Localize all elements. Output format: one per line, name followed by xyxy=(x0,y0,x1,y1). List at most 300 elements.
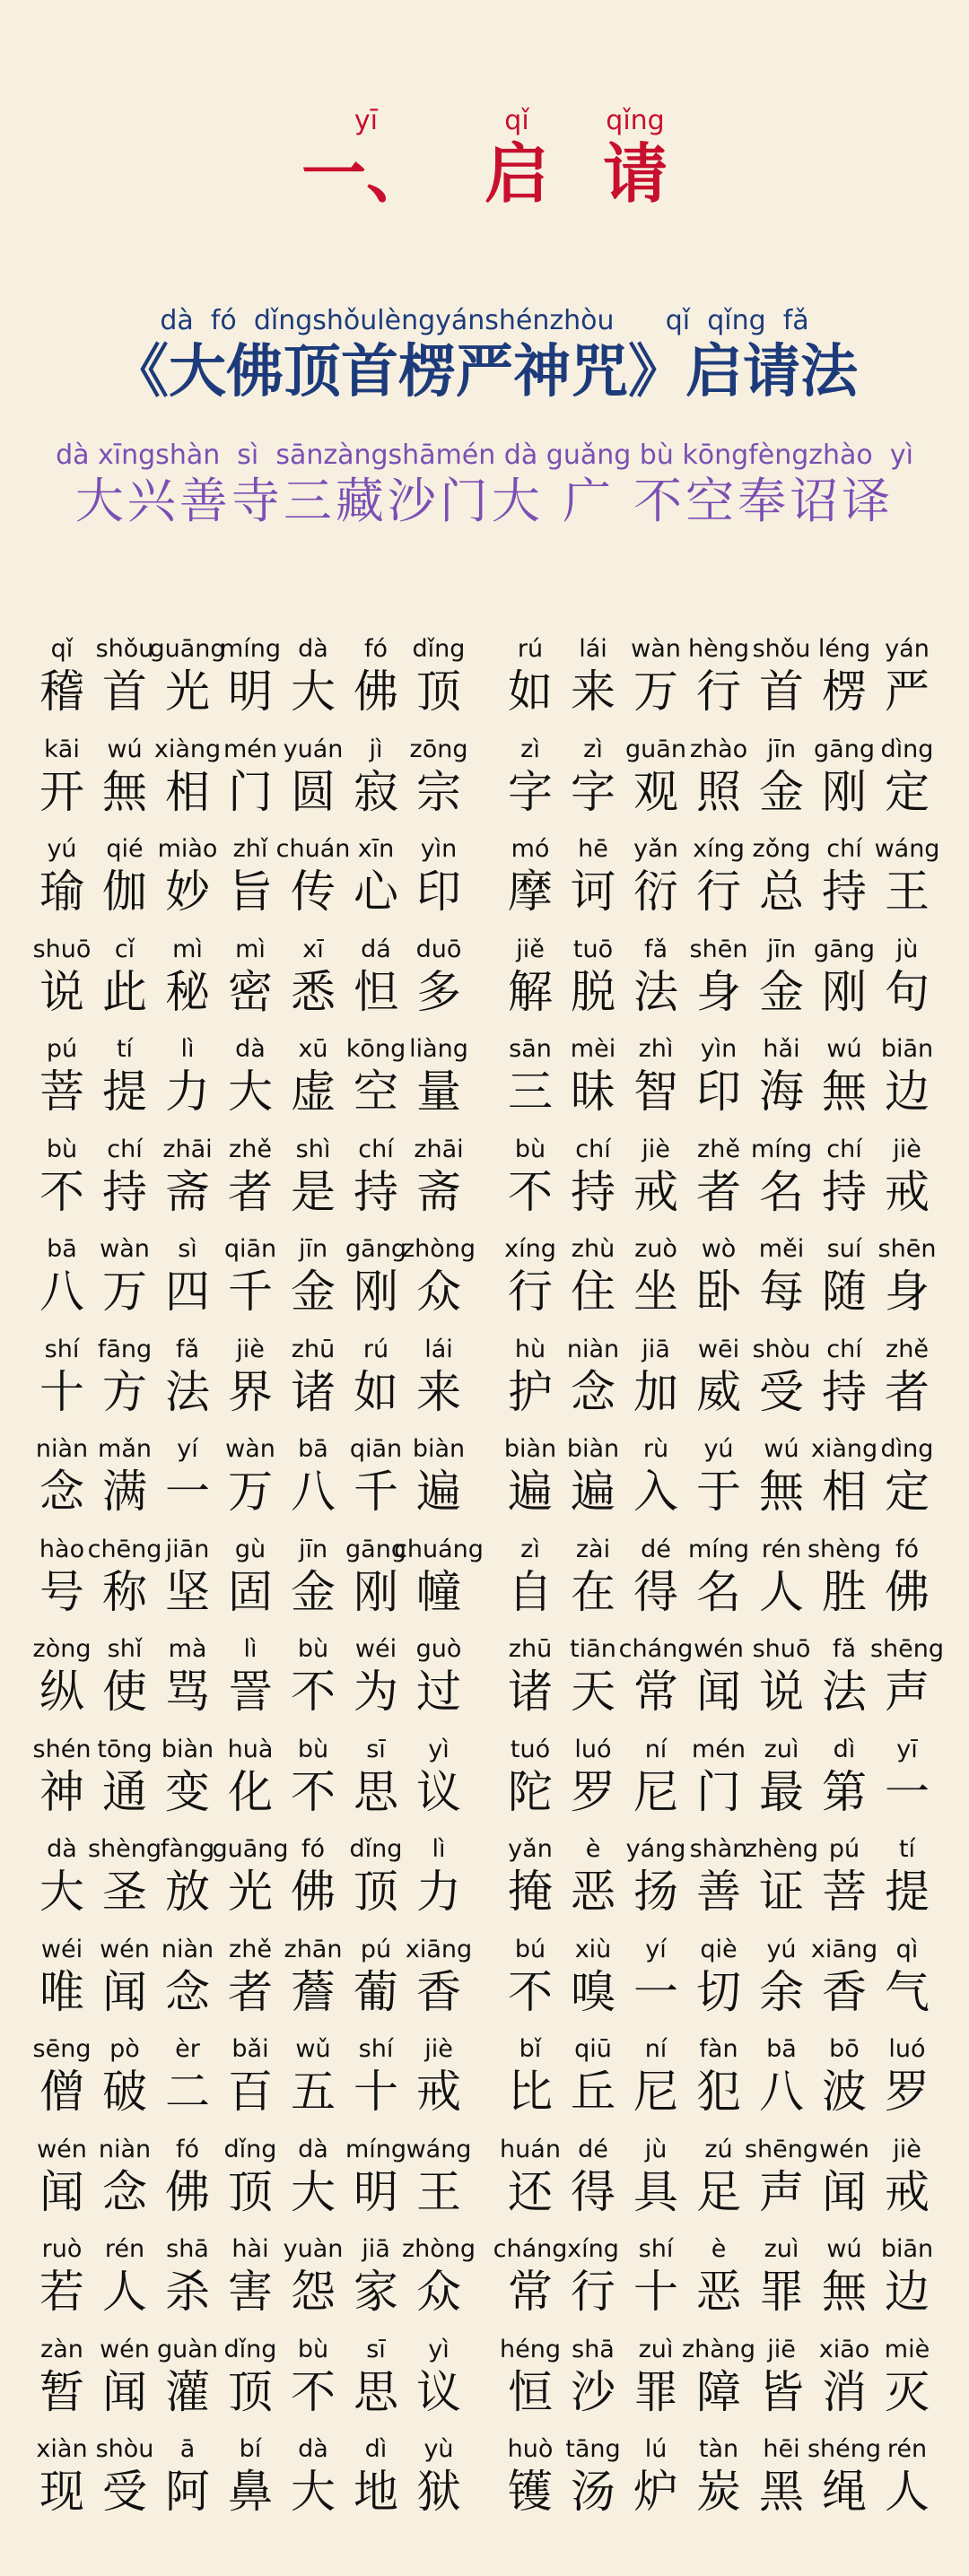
verse-char-hanzi: 传 xyxy=(291,866,336,918)
verse-char-pinyin: jiā xyxy=(362,2235,390,2263)
verse-char-hanzi: 定 xyxy=(885,1466,930,1518)
verse-char-pinyin: biān xyxy=(880,2235,934,2263)
verse-char-pinyin: dà xyxy=(298,2435,328,2463)
verse-char-pinyin: bù xyxy=(46,1135,78,1163)
verse-char xyxy=(750,2435,813,2536)
verse-char-hanzi: 虚 xyxy=(291,1066,336,1118)
verse-char-pinyin: hǎi xyxy=(763,1035,800,1063)
verse-char xyxy=(93,2235,156,2336)
verse-char xyxy=(219,1435,282,1536)
verse-char xyxy=(345,735,407,836)
verse-char-pinyin: guāng xyxy=(212,1835,289,1863)
verse-char xyxy=(687,1336,750,1436)
verse-char-hanzi: 坐 xyxy=(633,1266,678,1318)
verse-char-hanzi: 量 xyxy=(416,1066,461,1118)
verse-char-hanzi: 遍 xyxy=(416,1466,461,1518)
verse-char-pinyin: niàn xyxy=(161,1935,214,1963)
verse-char xyxy=(687,1235,750,1336)
heading-char-pinyin: qǐng xyxy=(606,105,665,136)
verse-char-pinyin: shén xyxy=(32,1735,92,1763)
verse-row xyxy=(31,1235,938,1336)
verse-char xyxy=(624,735,687,836)
verse-char xyxy=(499,2035,562,2136)
verse-char-pinyin: wú xyxy=(826,1035,862,1063)
verse-char-pinyin: chí xyxy=(575,1135,611,1163)
verse-char xyxy=(810,1435,878,1536)
verse-char-pinyin: wēi xyxy=(697,1335,740,1363)
verse-char xyxy=(282,635,345,735)
verse-char-pinyin: jīn xyxy=(766,735,797,763)
verse-char xyxy=(876,1035,938,1136)
verse-char-hanzi: 不 xyxy=(508,1165,553,1218)
verse-char-pinyin: niàn xyxy=(98,2135,152,2163)
verse-char-hanzi: 黑 xyxy=(759,2466,804,2518)
verse-char-hanzi: 刚 xyxy=(354,1565,398,1618)
verse-char-pinyin: cháng xyxy=(493,2235,568,2263)
verse-char-hanzi: 者 xyxy=(228,1965,273,2018)
heading-char-hanzi: 请 xyxy=(603,135,668,212)
verse-char-pinyin: zuì xyxy=(764,1735,799,1763)
verse-char xyxy=(407,1035,470,1136)
verse-char-pinyin: liàng xyxy=(409,1035,468,1063)
verse-char-pinyin: mà xyxy=(168,1635,207,1663)
verse-char-pinyin: wáng xyxy=(874,835,940,863)
verse-line-left xyxy=(31,2235,476,2336)
verse-char xyxy=(401,2235,476,2336)
verse-char-hanzi: 十 xyxy=(354,2066,398,2118)
verse-char-hanzi: 声 xyxy=(885,1666,930,1718)
verse-char-hanzi: 不 xyxy=(291,2365,336,2418)
verse-char-hanzi: 一 xyxy=(885,1765,930,1818)
verse-char-pinyin: tí xyxy=(898,1835,916,1863)
verse-char xyxy=(562,2235,624,2336)
verse-char-pinyin: huò xyxy=(507,2435,554,2463)
verse-char-hanzi: 闻 xyxy=(102,1965,147,2018)
verse-char xyxy=(93,1435,156,1536)
verse-char-hanzi: 念 xyxy=(165,1965,210,2018)
verse-char-hanzi: 句 xyxy=(885,965,930,1018)
verse-char-hanzi: 戒 xyxy=(633,1165,678,1218)
verse-char-pinyin: biān xyxy=(880,1035,934,1063)
verse-line-left xyxy=(31,2136,470,2236)
verse-char-hanzi: 百 xyxy=(228,2066,273,2118)
verse-char-hanzi: 解 xyxy=(508,965,553,1018)
verse-line-left xyxy=(31,1235,476,1336)
verse-char-pinyin: zài xyxy=(575,1535,611,1563)
verse-line-left xyxy=(31,1935,473,2036)
verse-char xyxy=(407,1635,470,1736)
verse-char xyxy=(562,1635,624,1736)
verse-char-hanzi: 罪 xyxy=(759,2266,804,2318)
verse-char-hanzi: 照 xyxy=(696,765,741,818)
verse-char xyxy=(156,1136,219,1236)
verse-char-hanzi: 十 xyxy=(633,2266,678,2318)
verse-char-pinyin: zhòng xyxy=(401,2235,476,2263)
translator-pinyin: dà xīngshàn sì sānzàngshāmén dà guǎng bù kōngfèngzhào yì xyxy=(56,439,913,471)
verse-char-pinyin: jiè xyxy=(642,1135,670,1163)
verse-char-hanzi: 寂 xyxy=(354,765,398,818)
verse-char xyxy=(562,2035,624,2136)
verse-char xyxy=(156,2035,219,2136)
verse-char-hanzi: 行 xyxy=(696,866,741,918)
verse-char-hanzi: 恒 xyxy=(508,2365,553,2418)
verse-char xyxy=(687,1835,750,1936)
verse-char-pinyin: zàn xyxy=(40,2335,83,2363)
verse-char-pinyin: dǐng xyxy=(349,1835,403,1863)
verse-char-pinyin: zhū xyxy=(508,1635,553,1663)
verse-char-pinyin: mén xyxy=(691,1735,746,1763)
verse-char-pinyin: dé xyxy=(641,1535,671,1563)
verse-char-hanzi: 卧 xyxy=(696,1266,741,1318)
verse-char-pinyin: wàn xyxy=(100,1235,150,1263)
verse-char-pinyin: dá xyxy=(361,935,391,963)
verse-char-pinyin: qì xyxy=(895,1935,919,1963)
verse-line-right xyxy=(499,1235,938,1336)
verse-char xyxy=(156,1336,219,1436)
verse-char-hanzi: 门 xyxy=(228,765,273,818)
verse-char-hanzi: 稽 xyxy=(39,666,84,718)
verse-char-hanzi: 八 xyxy=(291,1466,336,1518)
verse-char xyxy=(750,1235,813,1336)
verse-char xyxy=(153,735,222,836)
verse-char xyxy=(750,1936,813,2036)
verse-char-pinyin: fó xyxy=(895,1535,920,1563)
verse-line-right xyxy=(499,1136,938,1236)
verse-char-hanzi: 每 xyxy=(759,1266,804,1318)
sutra-name-block xyxy=(0,305,969,407)
verse-char xyxy=(219,735,282,836)
verse-char xyxy=(499,1936,562,2036)
verse-char xyxy=(562,1736,624,1836)
verse-line-right xyxy=(499,2435,938,2536)
verse-char-pinyin: jiā xyxy=(642,1335,670,1363)
verse-char-pinyin: xī xyxy=(302,935,324,963)
sutra-name-title: 《大佛顶首楞严神咒》启请法 xyxy=(111,338,858,405)
verse-char-hanzi: 大 xyxy=(39,1866,84,1918)
heading-char-pinyin: yī xyxy=(354,105,379,136)
verse-char-pinyin: zhòng xyxy=(401,1235,476,1263)
verse-char-hanzi: 提 xyxy=(885,1866,930,1918)
verse-char-pinyin: bù xyxy=(514,1135,546,1163)
verse-char-pinyin: zǒng xyxy=(752,835,811,863)
verse-char-pinyin: mó xyxy=(511,835,550,863)
verse-char xyxy=(156,1936,219,2036)
verse-char xyxy=(499,936,562,1036)
verse-char-pinyin: xīn xyxy=(357,835,395,863)
verse-char xyxy=(93,1736,156,1836)
verse-char xyxy=(499,1136,562,1236)
verse-char xyxy=(219,1336,282,1436)
verse-char-hanzi: 人 xyxy=(759,1565,804,1618)
verse-char xyxy=(156,2435,219,2536)
verse-char-hanzi: 王 xyxy=(885,866,930,918)
verse-char xyxy=(876,835,938,936)
verse-char-pinyin: zhān xyxy=(284,1935,343,1963)
verse-char xyxy=(499,735,562,836)
verse-char-pinyin: dé xyxy=(578,2135,608,2163)
verse-char-pinyin: pú xyxy=(828,1835,860,1863)
verse-line-left xyxy=(31,2035,470,2136)
verse-char xyxy=(744,2135,819,2236)
verse-char xyxy=(219,1736,282,1836)
verse-char-hanzi: 五 xyxy=(291,2066,336,2118)
verse-char xyxy=(156,1536,219,1636)
verse-char xyxy=(31,835,93,936)
verse-char-pinyin: chuán xyxy=(275,835,351,863)
verse-char-hanzi: 炉 xyxy=(633,2466,678,2518)
verse-char-hanzi: 通 xyxy=(102,1765,147,1818)
verse-char-hanzi: 戒 xyxy=(885,2165,930,2218)
verse-char-hanzi: 万 xyxy=(102,1266,147,1318)
verse-char-hanzi: 人 xyxy=(885,2466,930,2518)
verse-char-hanzi: 罪 xyxy=(633,2365,678,2418)
verse-char-pinyin: jiè xyxy=(236,1335,265,1363)
verse-char-pinyin: chí xyxy=(826,835,862,863)
verse-char-hanzi: 住 xyxy=(571,1266,615,1318)
verse-char-pinyin: bù xyxy=(297,2335,329,2363)
verse-char-hanzi: 灌 xyxy=(165,2365,210,2418)
verse-char-pinyin: huà xyxy=(227,1735,274,1763)
verse-char-hanzi: 狱 xyxy=(416,2466,461,2518)
verse-row xyxy=(31,835,938,936)
verse-char-hanzi: 行 xyxy=(508,1266,553,1318)
verse-char-pinyin: suí xyxy=(826,1235,862,1263)
verse-char-pinyin: dà xyxy=(235,1035,266,1063)
verse-char xyxy=(31,1635,93,1736)
verse-row xyxy=(31,936,938,1036)
verse-char-pinyin: zhào xyxy=(689,735,748,763)
verse-char xyxy=(562,1035,624,1136)
verse-char xyxy=(687,635,750,735)
verse-char-hanzi: 说 xyxy=(39,965,84,1018)
verse-char xyxy=(624,2336,687,2436)
verse-char xyxy=(405,1935,473,2036)
verse-char-hanzi: 密 xyxy=(228,965,273,1018)
verse-char-pinyin: sī xyxy=(366,2335,386,2363)
verse-char-hanzi: 海 xyxy=(759,1066,804,1118)
verse-char xyxy=(282,1136,345,1236)
verse-char xyxy=(499,635,562,735)
verse-char-pinyin: tuó xyxy=(510,1735,551,1763)
verse-char-hanzi: 宗 xyxy=(416,765,461,818)
verse-line-right xyxy=(499,2136,938,2236)
verse-char-hanzi: 入 xyxy=(633,1466,678,1518)
verse-line-left xyxy=(31,1835,470,1936)
verse-char-pinyin: héng xyxy=(500,2335,561,2363)
verse-char-pinyin: gāng xyxy=(345,1535,406,1563)
verse-char-pinyin: chuáng xyxy=(394,1535,484,1563)
verse-char-hanzi: 妙 xyxy=(165,866,210,918)
verse-char-pinyin: lái xyxy=(579,635,607,663)
verse-char-pinyin: jiě xyxy=(516,935,545,963)
verse-char-pinyin: míng xyxy=(219,635,282,663)
verse-char-hanzi: 闻 xyxy=(696,1666,741,1718)
verse-char-hanzi: 僧 xyxy=(39,2066,84,2118)
verse-char-hanzi: 四 xyxy=(165,1266,210,1318)
verse-char-pinyin: biàn xyxy=(161,1735,214,1763)
verse-char-hanzi: 戒 xyxy=(416,2066,461,2118)
verse-char xyxy=(813,2336,876,2436)
verse-char-hanzi: 無 xyxy=(102,765,147,818)
verse-row xyxy=(31,2035,938,2136)
verse-char-pinyin: dà xyxy=(47,1835,77,1863)
verse-char xyxy=(345,2435,407,2536)
verse-char-hanzi: 香 xyxy=(822,1965,867,2018)
verse-row xyxy=(31,2136,938,2236)
verse-char-hanzi: 于 xyxy=(696,1466,741,1518)
verse-char xyxy=(618,1635,694,1736)
verse-char-hanzi: 受 xyxy=(102,2466,147,2518)
verse-char xyxy=(687,1536,750,1636)
verse-char xyxy=(31,2136,93,2236)
verse-char-hanzi: 智 xyxy=(633,1066,678,1118)
verse-char xyxy=(687,2136,750,2236)
verse-char xyxy=(750,1035,813,1136)
verse-char xyxy=(93,835,156,936)
verse-char-hanzi: 三 xyxy=(508,1066,553,1118)
verse-char-hanzi: 自 xyxy=(508,1565,553,1618)
verse-char-pinyin: kōng xyxy=(345,1035,406,1063)
verse-char-pinyin: mì xyxy=(235,935,266,963)
verse-char xyxy=(282,1536,345,1636)
verse-char xyxy=(876,2136,938,2236)
verse-line-left xyxy=(31,1736,470,1836)
verse-char-pinyin: hù xyxy=(514,1335,546,1363)
verse-char-hanzi: 光 xyxy=(228,1866,273,1918)
verse-char-hanzi: 悉 xyxy=(291,965,336,1018)
verse-char xyxy=(87,1535,162,1636)
verse-char xyxy=(156,2235,219,2336)
heading-char-hanzi: 启 xyxy=(484,135,549,212)
verse-char-hanzi: 菩 xyxy=(39,1066,84,1118)
verse-char-hanzi: 第 xyxy=(822,1765,867,1818)
verse-char xyxy=(624,2136,687,2236)
verse-char-pinyin: sì xyxy=(178,1235,197,1263)
verse-char-hanzi: 持 xyxy=(822,866,867,918)
verse-char xyxy=(687,1635,750,1736)
verse-char xyxy=(345,1136,407,1236)
verse-char-pinyin: wéi xyxy=(354,1635,397,1663)
verse-char-pinyin: guāng xyxy=(149,635,226,663)
verse-char-hanzi: 护 xyxy=(508,1365,553,1418)
verse-char-hanzi: 镬 xyxy=(508,2466,553,2518)
verse-row xyxy=(31,1336,938,1436)
verse-line-right xyxy=(499,1835,938,1936)
verse-char xyxy=(156,1835,219,1936)
verse-char-pinyin: hèng xyxy=(688,635,749,663)
verse-char-pinyin: duō xyxy=(415,935,462,963)
verse-char-hanzi: 若 xyxy=(39,2266,84,2318)
verse-char-pinyin: jiān xyxy=(165,1535,210,1563)
verse-char xyxy=(345,1936,407,2036)
verse-char xyxy=(282,1635,345,1736)
verse-char xyxy=(750,1336,813,1436)
verse-char-pinyin: jì xyxy=(369,735,383,763)
verse-char-pinyin: wú xyxy=(107,735,143,763)
verse-line-right xyxy=(499,835,938,936)
verse-char xyxy=(750,2035,813,2136)
verse-char xyxy=(681,2335,756,2436)
verse-char-pinyin: mì xyxy=(172,935,203,963)
verse-char-pinyin: shòu xyxy=(752,1335,811,1363)
verse-char xyxy=(813,2235,876,2336)
verse-char xyxy=(282,1035,345,1136)
verse-char-pinyin: dì xyxy=(364,2435,388,2463)
verse-char-pinyin: huán xyxy=(500,2135,561,2163)
verse-char xyxy=(345,1736,407,1836)
verse-char-hanzi: 身 xyxy=(885,1266,930,1318)
verse-char xyxy=(750,1536,813,1636)
verse-char xyxy=(282,1235,345,1336)
verse-char-hanzi: 空 xyxy=(354,1066,398,1118)
verse-char-hanzi: 炭 xyxy=(696,2466,741,2518)
verse-char-pinyin: fàng xyxy=(160,1835,215,1863)
verse-char xyxy=(624,2235,687,2336)
verse-char-hanzi: 不 xyxy=(508,1965,553,2018)
verse-char-pinyin: chí xyxy=(107,1135,143,1163)
verse-char xyxy=(219,2235,282,2336)
verse-char-pinyin: wén xyxy=(100,1935,150,1963)
verse-char-hanzi: 诸 xyxy=(508,1666,553,1718)
verse-char-pinyin: yù xyxy=(423,2435,454,2463)
verse-char-pinyin: fǎ xyxy=(175,1335,200,1363)
verse-char xyxy=(499,1035,562,1136)
verse-char-hanzi: 圆 xyxy=(291,765,336,818)
verse-char-hanzi: 说 xyxy=(759,1666,804,1718)
verse-char-pinyin: yú xyxy=(703,1435,734,1463)
verse-char xyxy=(31,936,93,1036)
verse-char xyxy=(93,1235,156,1336)
verse-char-hanzi: 斋 xyxy=(165,1165,210,1218)
verse-char xyxy=(624,2035,687,2136)
verse-char-hanzi: 大 xyxy=(291,666,336,718)
verse-char xyxy=(562,2136,624,2236)
verse-char-hanzi: 不 xyxy=(291,1666,336,1718)
verse-char xyxy=(345,1336,407,1436)
verse-char xyxy=(813,1136,876,1236)
verse-char-hanzi: 众 xyxy=(416,2266,461,2318)
verse-char-pinyin: shèng xyxy=(87,1835,162,1863)
verse-char-pinyin: shēng xyxy=(869,1635,945,1663)
verse-char-pinyin: zuì xyxy=(764,2235,799,2263)
verse-char xyxy=(687,1136,750,1236)
verse-char xyxy=(876,1136,938,1236)
verse-char xyxy=(624,1435,687,1536)
verse-char xyxy=(407,2136,470,2236)
verse-char-hanzi: 持 xyxy=(102,1165,147,1218)
verse-char xyxy=(813,1736,876,1836)
verse-char-hanzi: 善 xyxy=(696,1866,741,1918)
verse-char-hanzi: 方 xyxy=(102,1365,147,1418)
verse-char xyxy=(31,2235,93,2336)
verse-char xyxy=(876,1336,938,1436)
verse-char-pinyin: bā xyxy=(298,1435,328,1463)
verse-char-pinyin: ruò xyxy=(41,2235,83,2263)
verse-char-pinyin: jīn xyxy=(766,935,797,963)
verse-char-pinyin: zuì xyxy=(638,2335,674,2363)
verse-line-right xyxy=(499,1736,938,1836)
verse-char-pinyin: rú xyxy=(517,635,544,663)
verse-char-pinyin: rén xyxy=(761,1535,802,1563)
verse-char-hanzi: 無 xyxy=(822,1066,867,1118)
verse-char xyxy=(499,1736,562,1836)
verse-char-hanzi: 称 xyxy=(102,1565,147,1618)
verse-char-hanzi: 万 xyxy=(633,666,678,718)
verse-char-pinyin: zhāi xyxy=(414,1135,464,1163)
verse-char xyxy=(93,1035,156,1136)
verse-line-right xyxy=(499,1536,938,1636)
verse-char-hanzi: 摩 xyxy=(508,866,553,918)
